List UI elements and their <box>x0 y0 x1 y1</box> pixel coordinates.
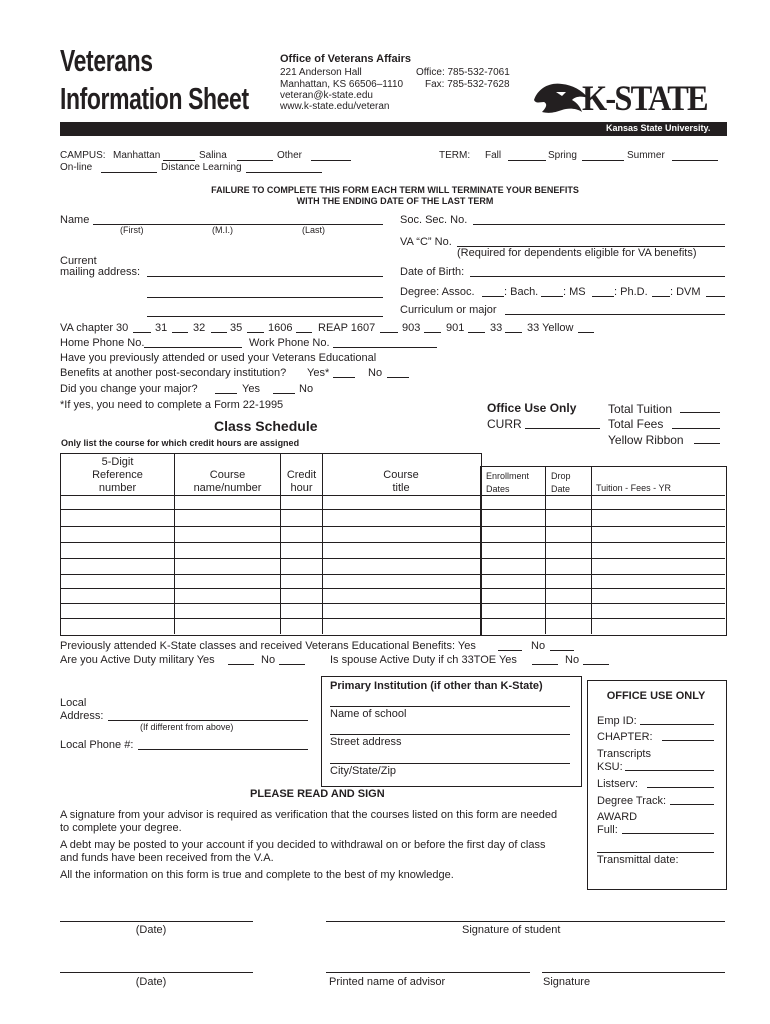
term-label: TERM: <box>439 150 471 161</box>
degree-bach-blank[interactable] <box>541 296 563 297</box>
major-yes-label: Yes <box>242 383 260 395</box>
advisor-signature-line[interactable] <box>542 972 725 973</box>
kstate-yes-blank[interactable] <box>498 650 522 651</box>
ksu-label: KSU: <box>597 761 623 773</box>
degree-assoc-blank[interactable] <box>482 296 504 297</box>
attended-question-line1: Have you previously attended or used your Veterans Educational <box>60 352 377 364</box>
primary-street-label: Street address <box>330 736 402 748</box>
degree-ms-blank[interactable] <box>592 296 614 297</box>
table-row[interactable] <box>60 542 725 543</box>
total-tuition-label: Total Tuition <box>608 402 673 416</box>
active-duty-question: Are you Active Duty military Yes <box>60 654 215 666</box>
spouse-no-label: No <box>565 654 580 666</box>
chapter-reap-blank[interactable] <box>380 332 398 333</box>
office-use-bottom-title: OFFICE USE ONLY <box>606 690 706 702</box>
dob-label: Date of Birth: <box>400 266 465 278</box>
local-address-label: Address: <box>60 710 104 722</box>
local-phone-input-line[interactable] <box>138 749 308 750</box>
chapter-901-label: 901 <box>446 322 465 334</box>
campus-other-label: Other <box>277 150 303 161</box>
student-date-line[interactable] <box>60 921 253 922</box>
please-read-title: PLEASE READ AND SIGN <box>250 788 385 800</box>
degree-track-label: Degree Track: <box>597 795 667 807</box>
campus-salina-blank[interactable] <box>237 160 273 161</box>
attended-no-blank[interactable] <box>387 377 409 378</box>
col-enrollment-header: Enrollment Dates <box>486 471 530 494</box>
col-course-header: Course name/number <box>193 469 262 494</box>
curriculum-label: Curriculum or major <box>400 304 497 316</box>
active-no-blank[interactable] <box>279 664 305 665</box>
page-title-line1: Veterans <box>60 43 153 78</box>
campus-label: CAMPUS: <box>60 150 106 161</box>
current-label: Current <box>60 255 97 267</box>
logo-wordmark: K-STATE <box>582 78 707 118</box>
campus-distance-label: Distance Learning <box>161 162 242 173</box>
home-phone-input-line[interactable] <box>144 347 242 348</box>
primary-institution-title: Primary Institution (if other than K-State) <box>330 680 543 692</box>
col-drop-header: Drop Date <box>551 471 571 494</box>
work-phone-input-line[interactable] <box>333 347 437 348</box>
degree-dvm-blank[interactable] <box>706 296 725 297</box>
emp-id-blank[interactable] <box>640 724 714 725</box>
advisor-verification-line2: to complete your degree. <box>60 822 182 834</box>
name-label: Name <box>60 214 90 226</box>
office-name: Office of Veterans Affairs <box>280 53 412 65</box>
term-spring-blank[interactable] <box>582 160 624 161</box>
mailing-address-line2[interactable] <box>147 297 383 298</box>
listserv-blank[interactable] <box>647 787 714 788</box>
home-phone-label: Home Phone No. <box>60 337 145 349</box>
office-address-line2: Manhattan, KS 66506–1110 <box>280 79 404 90</box>
office-use-curr-label: CURR <box>487 417 522 431</box>
advisor-verification-line1: A signature from your advisor is required as verification that the courses listed on this form are needed <box>60 809 558 821</box>
campus-distance-blank[interactable] <box>246 172 322 173</box>
attended-yes-blank[interactable] <box>333 377 355 378</box>
chapter-blank[interactable] <box>662 740 714 741</box>
chapter-903-label: 903 <box>402 322 421 334</box>
chapter-1606-label: 1606 <box>268 322 293 334</box>
degree-phd-label: : Ph.D. <box>614 286 648 298</box>
chapter-label: CHAPTER: <box>597 731 653 743</box>
ssn-label: Soc. Sec. No. <box>400 214 468 226</box>
vac-note: (Required for dependents eligible for VA benefits) <box>457 247 697 259</box>
local-phone-label: Local Phone #: <box>60 739 134 751</box>
certification-statement: All the information on this form is true and complete to the best of my knowledge. <box>60 869 454 881</box>
chapter-903-blank[interactable] <box>424 332 441 333</box>
kstate-attended-question: Previously attended K-State classes and received Veterans Educational Benefits: Yes <box>60 640 476 652</box>
curriculum-input-line[interactable] <box>505 314 725 315</box>
award-label: AWARD <box>597 811 638 823</box>
class-schedule-subtitle: Only list the course for which credit hours are assigned <box>61 438 300 448</box>
office-fax: Fax: 785-532-7628 <box>425 79 510 90</box>
transcripts-label: Transcripts <box>597 748 651 760</box>
chapter-33yellow-label: 33 Yellow <box>527 322 574 334</box>
total-tuition-blank[interactable] <box>680 412 720 413</box>
chapter-31-blank[interactable] <box>172 332 188 333</box>
major-yes-blank[interactable] <box>215 393 237 394</box>
major-no-label: No <box>299 383 314 395</box>
chapter-35-blank[interactable] <box>247 332 264 333</box>
debt-notice-line1: A debt may be posted to your account if you decided to withdrawal on or before the first day of class <box>60 839 546 851</box>
term-summer-blank[interactable] <box>672 160 718 161</box>
mailing-address-line3[interactable] <box>147 316 383 317</box>
degree-label: Degree: Assoc. <box>400 286 475 298</box>
chapter-33yellow-blank[interactable] <box>578 332 594 333</box>
warning-line1: FAILURE TO COMPLETE THIS FORM EACH TERM WILL TERMINATE YOUR BENEFITS <box>211 185 579 195</box>
spouse-no-blank[interactable] <box>583 664 609 665</box>
student-signature-line[interactable] <box>326 921 725 922</box>
col-reference-header: 5-Digit Reference number <box>92 456 143 494</box>
table-row[interactable] <box>60 509 725 510</box>
campus-other-blank[interactable] <box>311 160 351 161</box>
degree-ms-label: : MS <box>563 286 586 298</box>
local-label: Local <box>60 697 87 709</box>
name-mi-caption: (M.I.) <box>212 225 233 235</box>
campus-online-label: On-line <box>60 162 93 173</box>
form-22-1995-note: *If yes, you need to complete a Form 22-1995 <box>60 399 284 411</box>
ssn-input-line[interactable] <box>473 224 725 225</box>
attended-no-label: No <box>368 367 383 379</box>
ksu-blank[interactable] <box>625 770 714 771</box>
work-phone-label: Work Phone No. <box>249 337 330 349</box>
degree-dvm-label: : DVM <box>670 286 701 298</box>
chapter-32-blank[interactable] <box>211 332 227 333</box>
attended-yes-label: Yes* <box>307 367 330 379</box>
transmittal-date-label: Transmittal date: <box>597 854 679 866</box>
advisor-date-label: (Date) <box>135 976 167 988</box>
emp-id-label: Emp ID: <box>597 715 637 727</box>
award-full-label: Full: <box>597 824 618 836</box>
logo-subtext: Kansas State University. <box>606 123 711 133</box>
term-fall-blank[interactable] <box>508 160 546 161</box>
local-address-input-line[interactable] <box>108 720 308 721</box>
col-tfy-header: Tuition - Fees - YR <box>596 483 672 493</box>
term-spring-label: Spring <box>548 150 577 161</box>
primary-school-input-line[interactable] <box>330 734 570 735</box>
office-website: www.k-state.edu/veteran <box>280 101 390 112</box>
col-title-header: Course title <box>383 469 419 494</box>
major-change-question: Did you change your major? <box>60 383 198 395</box>
dob-input-line[interactable] <box>470 276 725 277</box>
mailing-address-label: mailing address: <box>60 266 141 278</box>
degree-phd-blank[interactable] <box>652 296 670 297</box>
term-fall-label: Fall <box>485 150 502 161</box>
term-summer-label: Summer <box>627 150 665 161</box>
chapter-30-blank[interactable] <box>133 332 151 333</box>
office-phone: Office: 785-532-7061 <box>416 67 510 78</box>
advisor-date-line[interactable] <box>60 972 253 973</box>
kstate-logo <box>532 78 728 118</box>
table-row[interactable] <box>60 574 725 575</box>
total-fees-blank[interactable] <box>672 428 720 429</box>
chapter-reap-label: REAP 1607 <box>318 322 376 334</box>
degree-track-blank[interactable] <box>670 804 714 805</box>
active-yes-blank[interactable] <box>228 664 254 665</box>
campus-manhattan-label: Manhattan <box>113 150 161 161</box>
spouse-active-question: Is spouse Active Duty if ch 33TOE Yes <box>330 654 517 666</box>
table-row[interactable] <box>60 603 725 604</box>
col-credit-header: Credit hour <box>286 469 317 494</box>
chapter-32-label: 32 <box>193 322 206 334</box>
chapter-1606-blank[interactable] <box>296 332 312 333</box>
attended-question-line2: Benefits at another post-secondary institution? <box>60 367 287 379</box>
advisor-name-line[interactable] <box>326 972 530 973</box>
active-no-label: No <box>261 654 276 666</box>
class-schedule-title: Class Schedule <box>214 418 318 434</box>
office-extra-blank[interactable] <box>597 852 714 853</box>
campus-online-blank[interactable] <box>101 172 157 173</box>
local-address-note: (If different from above) <box>140 722 234 732</box>
degree-bach-label: : Bach. <box>504 286 539 298</box>
debt-notice-line2: and funds have been received from the V.A. <box>60 852 274 864</box>
table-row[interactable] <box>60 618 725 619</box>
student-signature-label: Signature of student <box>462 924 561 936</box>
office-address-line1: 221 Anderson Hall <box>280 67 362 78</box>
award-full-blank[interactable] <box>622 833 714 834</box>
spouse-yes-blank[interactable] <box>532 664 558 665</box>
vac-label: VA “C” No. <box>400 236 452 248</box>
page-title-line2: Information Sheet <box>60 81 249 116</box>
chapter-31-label: 31 <box>155 322 168 334</box>
name-last-caption: (Last) <box>302 225 326 235</box>
total-fees-label: Total Fees <box>608 417 664 431</box>
major-no-blank[interactable] <box>273 393 295 394</box>
primary-csz-label: City/State/Zip <box>330 765 397 777</box>
chapter-35-label: 35 <box>230 322 243 334</box>
table-row[interactable] <box>60 588 725 589</box>
table-row[interactable] <box>60 526 725 527</box>
primary-street-input-line[interactable] <box>330 763 570 764</box>
campus-salina-label: Salina <box>199 150 227 161</box>
kstate-no-label: No <box>531 640 546 652</box>
mailing-address-line1[interactable] <box>147 276 383 277</box>
chapter-33-blank[interactable] <box>505 332 522 333</box>
advisor-name-label: Printed name of advisor <box>329 976 446 988</box>
chapter-901-blank[interactable] <box>468 332 485 333</box>
office-email: veteran@k-state.edu <box>280 90 373 101</box>
kstate-no-blank[interactable] <box>550 650 574 651</box>
office-use-curr-blank[interactable] <box>525 428 600 429</box>
campus-manhattan-blank[interactable] <box>163 160 195 161</box>
chapter-33-label: 33 <box>490 322 503 334</box>
yellow-ribbon-blank[interactable] <box>694 443 720 444</box>
yellow-ribbon-label: Yellow Ribbon <box>608 433 684 447</box>
advisor-signature-label: Signature <box>543 976 591 988</box>
table-row[interactable] <box>60 558 725 559</box>
office-use-top-title: Office Use Only <box>487 401 577 415</box>
warning-line2: WITH THE ENDING DATE OF THE LAST TERM <box>296 196 494 206</box>
primary-title-underline <box>330 706 570 707</box>
name-first-caption: (First) <box>120 225 144 235</box>
chapter-prefix: VA chapter 30 <box>60 322 129 334</box>
student-date-label: (Date) <box>135 924 167 936</box>
listserv-label: Listserv: <box>597 778 638 790</box>
primary-school-label: Name of school <box>330 708 407 720</box>
